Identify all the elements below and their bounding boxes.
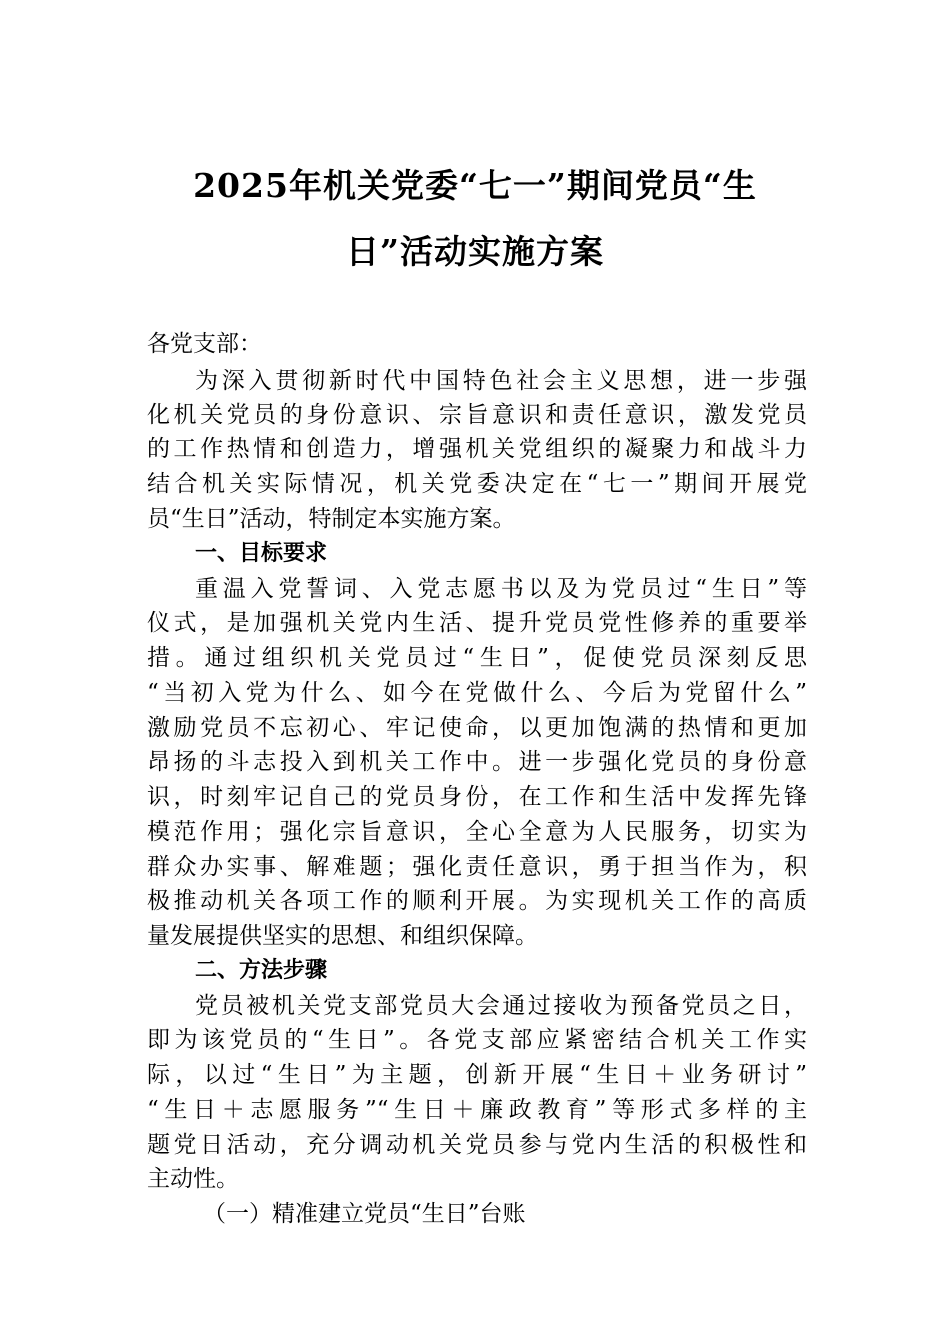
section2-line: 党员被机关党支部党员大会通过接收为预备党员之日，: [195, 993, 807, 1019]
section1-line: 群众办实事、解难题；强化责任意识，勇于担当作为，积: [147, 854, 807, 880]
section1-line: 量发展提供坚实的思想、和组织保障。: [147, 923, 538, 949]
intro-line: 员“生日”活动，特制定本实施方案。: [147, 506, 516, 532]
section1-line: “当初入党为什么、如今在党做什么、今后为党留什么”: [147, 680, 807, 706]
section1-line: 措。通过组织机关党员过“生日”，促使党员深刻反思: [147, 645, 807, 671]
section2-line: 即为该党员的“生日”。各党支部应紧密结合机关工作实: [147, 1027, 807, 1053]
section2-line: 题党日活动，充分调动机关党员参与党内生活的积极性和: [147, 1132, 807, 1158]
section1-line: 仪式，是加强机关党内生活、提升党员党性修养的重要举: [147, 610, 807, 636]
document-title-line-1: 2025年机关党委“七一”期间党员“生: [193, 166, 757, 205]
section1-line: 昂扬的斗志投入到机关工作中。进一步强化党员的身份意: [147, 749, 807, 775]
section-heading-methods: 二、方法步骤: [195, 958, 328, 983]
section1-line: 极推动机关各项工作的顺利开展。为实现机关工作的高质: [147, 888, 807, 914]
section-heading-goals: 一、目标要求: [195, 541, 328, 566]
salutation: 各党支部：: [147, 331, 262, 357]
document-title-line-2: 日”活动实施方案: [346, 232, 604, 271]
intro-line: 化机关党员的身份意识、宗旨意识和责任意识，激发党员: [147, 402, 807, 428]
intro-line: 的工作热情和创造力，增强机关党组织的凝聚力和战斗力: [147, 436, 807, 462]
section2-line: 主动性。: [147, 1166, 239, 1192]
section2-line: 际，以过“生日”为主题，创新开展“生日＋业务研讨”: [147, 1062, 807, 1088]
subsection-heading: （一）精准建立党员“生日”台账: [203, 1201, 526, 1227]
section1-line: 激励党员不忘初心、牢记使命，以更加饱满的热情和更加: [147, 715, 807, 741]
section2-line: “生日＋志愿服务”“生日＋廉政教育”等形式多样的主: [147, 1097, 807, 1123]
section1-line: 重温入党誓词、入党志愿书以及为党员过“生日”等: [195, 576, 807, 602]
intro-line: 为深入贯彻新时代中国特色社会主义思想，进一步强: [195, 368, 807, 394]
intro-line: 结合机关实际情况，机关党委决定在“七一”期间开展党: [147, 471, 807, 497]
section1-line: 模范作用；强化宗旨意识，全心全意为人民服务，切实为: [147, 819, 807, 845]
section1-line: 识，时刻牢记自己的党员身份，在工作和生活中发挥先锋: [147, 784, 807, 810]
